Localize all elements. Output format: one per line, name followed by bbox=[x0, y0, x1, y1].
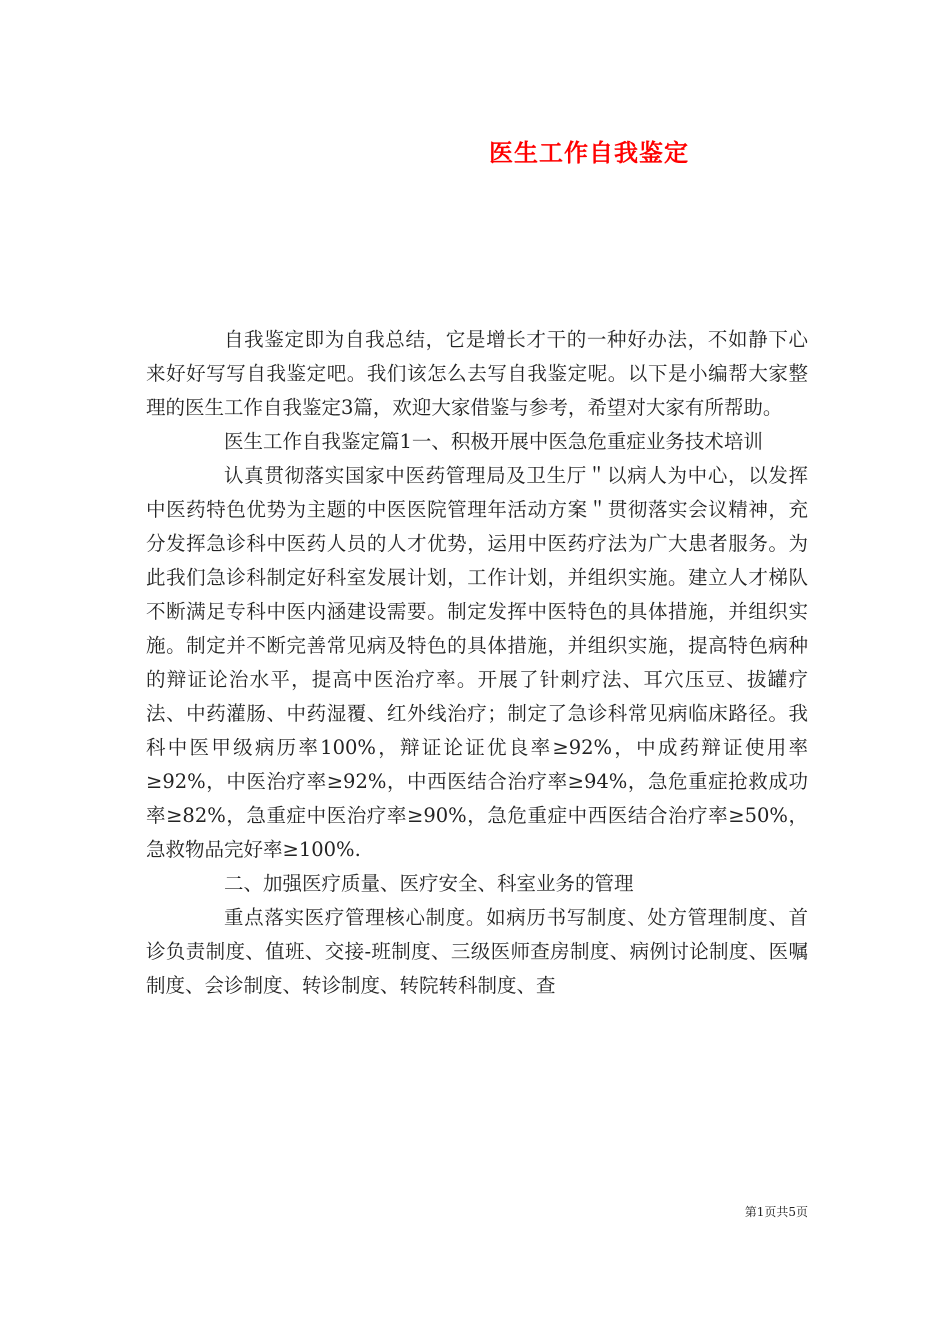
paragraph-intro: 自我鉴定即为自我总结，它是增长才干的一种好办法，不如静下心来好好写写自我鉴定吧。我们该怎么去写自我鉴定呢。以下是小编帮大家整理的医生工作自我鉴定3篇，欢迎大家借鉴与参考，希望对大家有所帮助。 bbox=[146, 328, 808, 419]
paragraph-section-2-body: 重点落实医疗管理核心制度。如病历书写制度、处方管理制度、首诊负责制度、值班、交接-班制度、三级医师查房制度、病例讨论制度、医嘱制度、会诊制度、转诊制度、转院转科制度、查 bbox=[146, 906, 808, 997]
document-body bbox=[146, 323, 808, 1003]
paragraph-section-2-heading: 二、加强医疗质量、医疗安全、科室业务的管理 bbox=[224, 872, 634, 895]
page-number: 第1页共5页 bbox=[744, 1205, 808, 1219]
paragraph-section-1-heading: 医生工作自我鉴定篇1一、积极开展中医急危重症业务技术培训 bbox=[224, 430, 763, 453]
paragraph-section-1-body: 认真贯彻落实国家中医药管理局及卫生厅＂以病人为中心，以发挥中医药特色优势为主题的中医医院管理年活动方案＂贯彻落实会议精神，充分发挥急诊科中医药人员的人才优势，运用中医药疗法为广大患者服务。为此我们急诊科制定好科室发展计划，工作计划，并组织实施。建立人才梯队不断满足专科中医内涵建设需要。制定发挥中医特色的具体措施，并组织实施。制定并不断完善常见病及特色的具体措施，并组织实施，提高特色病种的辩证论治水平，提高中医治疗率。开展了针刺疗法、耳穴压豆、拔罐疗法、中药灌肠、中药湿覆、红外线治疗；制定了急诊科常见病临床路径。我科中医甲级病历率100%，辩证论证优良率≥92%，中成药辩证使用率≥92%，中医治疗率≥92%，中西医结合治疗率≥94%，急危重症抢救成功率≥82%，急重症中医治疗率≥90%，急危重症中西医结合治疗率≥50%，急救物品完好率≥100%. bbox=[146, 464, 808, 861]
document-title: 医生工作自我鉴定 bbox=[489, 138, 689, 167]
